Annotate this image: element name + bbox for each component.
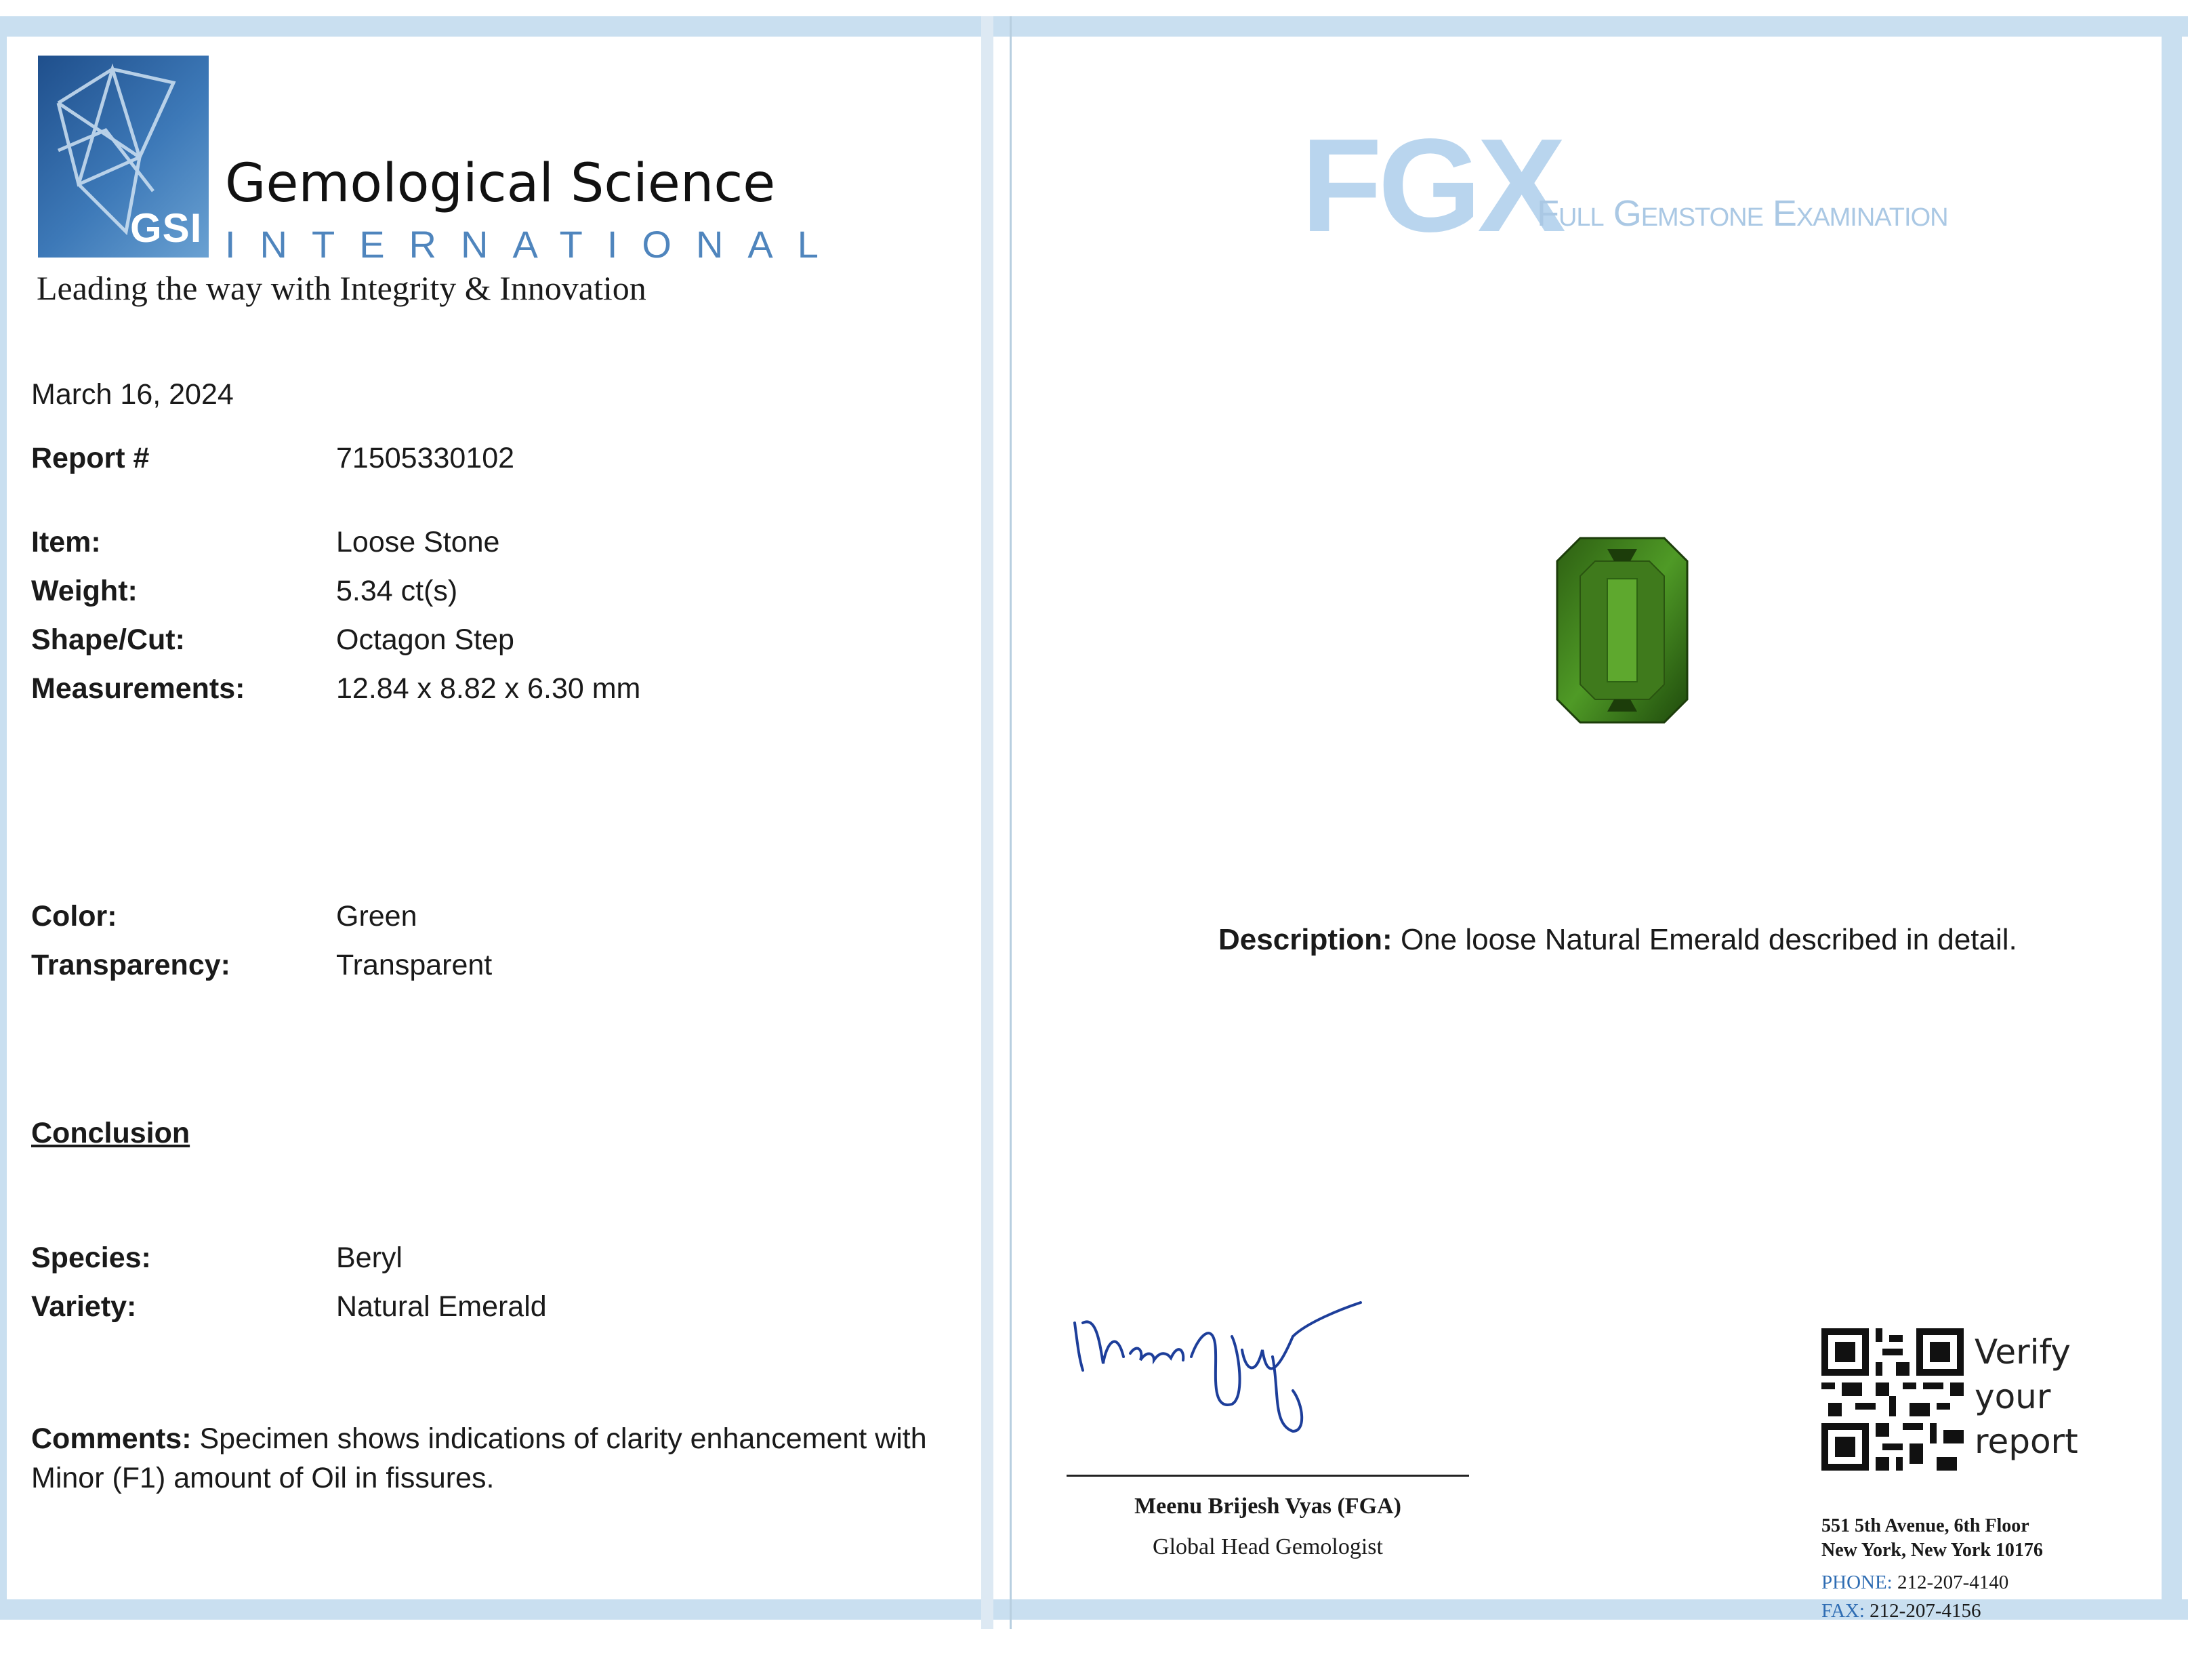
verify-report-text: [1975, 1330, 2078, 1464]
verify-line-1: Verify: [1975, 1332, 2071, 1372]
phone-label: PHONE:: [1821, 1572, 1893, 1593]
variety-label: Variety:: [31, 1290, 137, 1323]
signature-line: [1067, 1475, 1469, 1477]
fgx-logo: FGX: [1301, 111, 1562, 260]
transparency-value: Transparent: [336, 949, 493, 981]
emerald-gem-image: [1556, 537, 1689, 727]
address: [1821, 1514, 2043, 1563]
shape-cut-value: Octagon Step: [336, 623, 514, 656]
comments-label: Comments:: [31, 1422, 192, 1455]
report-number-value: 71505330102: [336, 442, 515, 474]
verify-line-3: report: [1975, 1422, 2078, 1461]
variety-value: Natural Emerald: [336, 1290, 547, 1323]
report-date: March 16, 2024: [31, 378, 234, 411]
verify-line-2: your: [1975, 1377, 2051, 1416]
qr-code-icon[interactable]: [1821, 1328, 1964, 1474]
description: [1218, 923, 2017, 957]
species-value: Beryl: [336, 1242, 402, 1274]
color-value: Green: [336, 900, 417, 933]
top-border: [0, 16, 2188, 37]
gsi-logo-text: GSI: [130, 205, 203, 251]
item-label: Item:: [31, 526, 101, 558]
species-label: Species:: [31, 1242, 151, 1274]
color-label: Color:: [31, 900, 117, 933]
left-border: [0, 16, 7, 1620]
description-text: One loose Natural Emerald described in detail.: [1400, 923, 2017, 956]
fax-row: [1821, 1597, 2008, 1625]
report-number-label: Report #: [31, 442, 150, 474]
signer-title: Global Head Gemologist: [1153, 1534, 1383, 1559]
measurements-value: 12.84 x 8.82 x 6.30 mm: [336, 672, 641, 705]
center-fold: [981, 16, 993, 1629]
item-value: Loose Stone: [336, 526, 500, 558]
signer-name: Meenu Brijesh Vyas (FGA): [1134, 1494, 1401, 1519]
weight-label: Weight:: [31, 575, 138, 607]
phone-value: 212-207-4140: [1897, 1572, 2009, 1593]
address-line-2: New York, New York 10176: [1821, 1540, 2043, 1561]
center-fold-line: [1010, 16, 1012, 1629]
measurements-label: Measurements:: [31, 672, 245, 705]
tagline: Leading the way with Integrity & Innovation: [37, 269, 646, 307]
fax-value: 212-207-4156: [1870, 1600, 1981, 1622]
description-label: Description:: [1218, 923, 1392, 956]
transparency-label: Transparency:: [31, 949, 230, 981]
contact-info: [1821, 1568, 2008, 1625]
comments: [31, 1419, 932, 1498]
shape-cut-label: Shape/Cut:: [31, 623, 185, 656]
phone-row: [1821, 1568, 2008, 1597]
comments-text: Specimen shows indications of clarity enhancement with Minor (F1) amount of Oil in fissures.: [31, 1422, 927, 1494]
address-line-1: 551 5th Avenue, 6th Floor: [1821, 1515, 2029, 1536]
brand-subtitle: INTERNATIONAL: [225, 223, 843, 266]
fgx-subtitle: Full Gemstone Examination: [1537, 193, 1948, 234]
fax-label: FAX:: [1821, 1600, 1865, 1622]
brand-name: Gemological Science: [225, 153, 776, 214]
signature-image: [1069, 1296, 1408, 1455]
conclusion-heading: Conclusion: [31, 1117, 190, 1149]
right-border: [2162, 16, 2182, 1620]
weight-value: 5.34 ct(s): [336, 575, 458, 607]
